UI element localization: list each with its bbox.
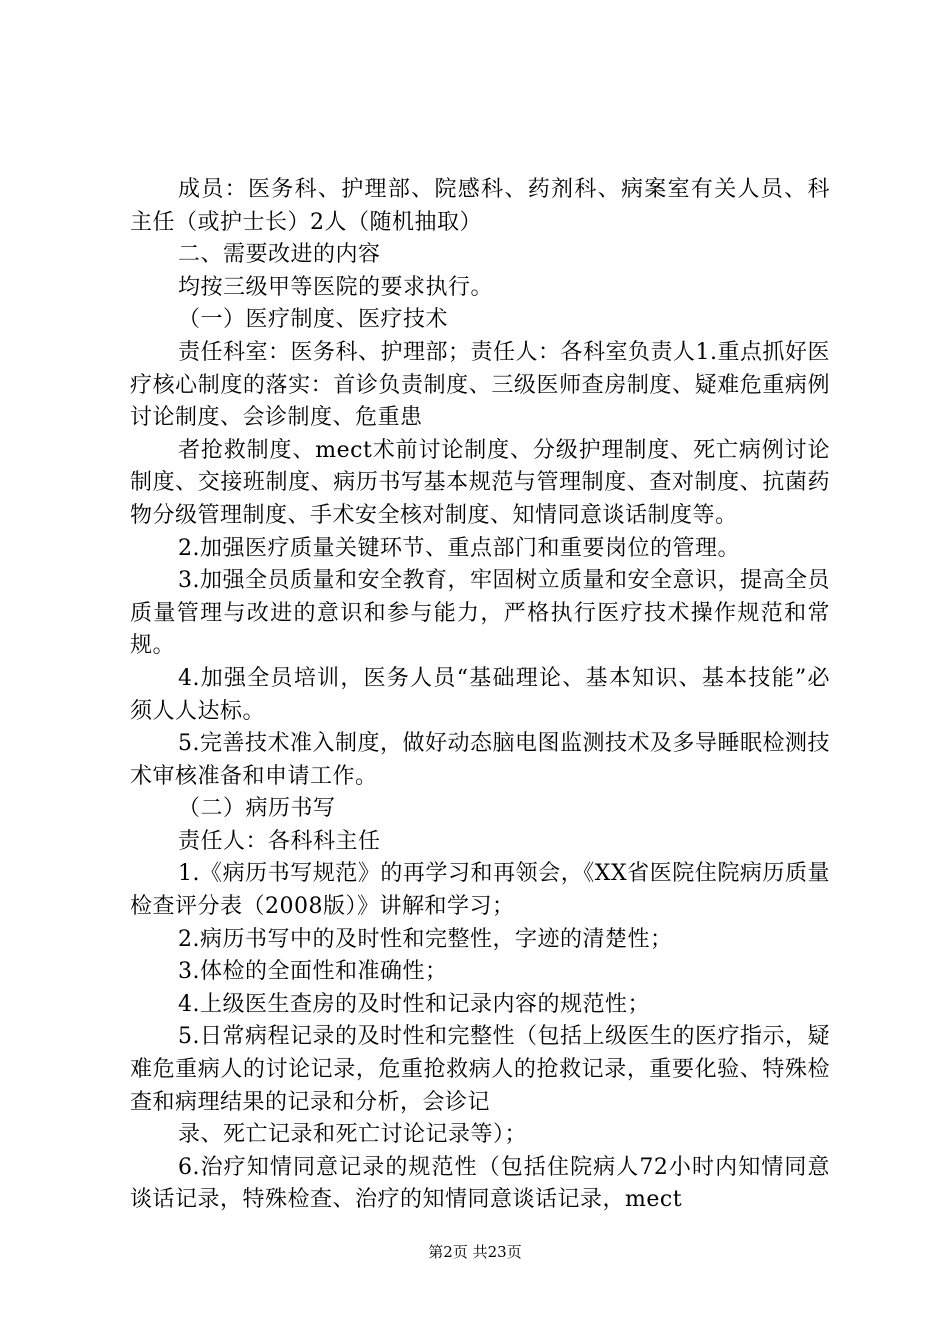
record-item-6: 6.治疗知情同意记录的规范性（包括住院病人72小时内知情同意谈话记录，特殊检查、治疗的知情同意谈话记录，mect xyxy=(130,1154,830,1213)
list-item-4: 4.加强全员培训，医务人员“基础理论、基本知识、基本技能”必须人人达标。 xyxy=(130,665,830,724)
record-item-3: 3.体检的全面性和准确性； xyxy=(178,959,448,985)
page-number-footer: 第2页 共23页 xyxy=(428,1243,522,1261)
heading-improvement-content: 二、需要改进的内容 xyxy=(178,242,381,268)
paragraph-responsibility-1: 责任科室：医务科、护理部；责任人：各科室负责人1.重点抓好医疗核心制度的落实：首诊负责制度、三级医师查房制度、疑难危重病例讨论制度、会诊制度、危重患 xyxy=(130,339,830,431)
record-item-4: 4.上级医生查房的及时性和记录内容的规范性； xyxy=(178,991,650,1017)
document-body xyxy=(130,174,830,1217)
heading-medical-records: （二）病历书写 xyxy=(178,796,336,822)
paragraph-core-systems: 者抢救制度、mect术前讨论制度、分级护理制度、死亡病例讨论制度、交接班制度、病历书写基本规范与管理制度、查对制度、抗菌药物分级管理制度、手术安全核对制度、知情同意谈话制度等。 xyxy=(130,437,830,528)
paragraph-standard: 均按三级甲等医院的要求执行。 xyxy=(178,274,494,300)
heading-medical-system: （一）医疗制度、医疗技术 xyxy=(178,307,449,333)
record-item-5: 5.日常病程记录的及时性和完整性（包括上级医生的医疗指示，疑难危重病人的讨论记录，危重抢救病人的抢救记录，重要化验、特殊检查和病理结果的记录和分析，会诊记 xyxy=(130,1024,830,1115)
record-item-1: 1.《病历书写规范》的再学习和再领会，《XX省医院住院病历质量检查评分表（2008版）》讲解和学习； xyxy=(130,861,830,920)
record-item-5-continued: 录、死亡记录和死亡讨论记录等）； xyxy=(178,1122,528,1148)
paragraph-members: 成员：医务科、护理部、院感科、药剂科、病案室有关人员、科主任（或护士长）2人（随机抽取） xyxy=(130,177,830,235)
list-item-5: 5.完善技术准入制度，做好动态脑电图监测技术及多导睡眠检测技术审核准备和申请工作。 xyxy=(130,731,830,789)
list-item-3: 3.加强全员质量和安全教育，牢固树立质量和安全意识，提高全员质量管理与改进的意识和参与能力，严格执行医疗技术操作规范和常规。 xyxy=(130,568,830,659)
record-item-2: 2.病历书写中的及时性和完整性，字迹的清楚性； xyxy=(178,926,673,952)
paragraph-responsible-person: 责任人：各科科主任 xyxy=(178,828,381,854)
list-item-2: 2.加强医疗质量关键环节、重点部门和重要岗位的管理。 xyxy=(178,535,740,561)
